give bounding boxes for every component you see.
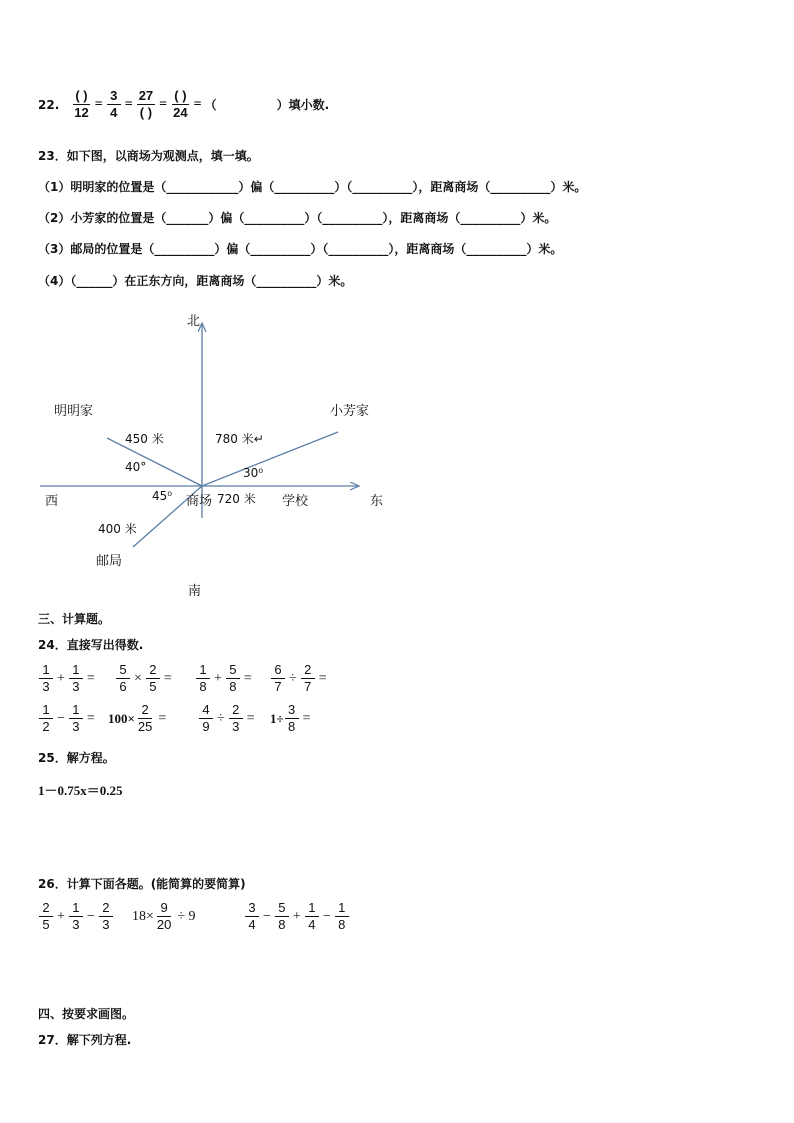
q24-expr-2-4: 1÷ $\frac{3}{8}$ = bbox=[270, 702, 311, 734]
label-school: 学校 bbox=[282, 494, 309, 509]
label-dist-400: 400 米 bbox=[98, 522, 137, 536]
label-east: 东 bbox=[370, 494, 384, 509]
label-mingming-home: 明明家 bbox=[54, 404, 94, 419]
q23-item-2: （2）小芳家的位置是（_______）偏（__________）（__________），距离商场（__________）米。 bbox=[38, 211, 557, 225]
q23-item-4: （4）（______）在正东方向，距离商场（__________）米。 bbox=[38, 274, 353, 288]
label-west: 西 bbox=[45, 494, 59, 509]
q23-title: 23．如下图，以商场为观测点，填一填。 bbox=[38, 149, 259, 163]
q22-tail: （ ）填小数. bbox=[204, 98, 330, 112]
q26-title: 26．计算下面各题。(能简算的要简算) bbox=[38, 877, 246, 891]
q22-fraction-1: $\frac{( )}{12}$ bbox=[74, 88, 89, 120]
section-4-title: 四、按要求画图。 bbox=[38, 1007, 135, 1021]
section-3-title: 三、计算题。 bbox=[38, 612, 111, 626]
label-post-office: 邮局 bbox=[96, 554, 123, 569]
q22-fraction-2: $\frac{3}{4}$ bbox=[107, 88, 121, 121]
q24-expr-1-2: $\frac{5}{6}$ × $\frac{2}{5}$ = bbox=[115, 662, 175, 695]
label-dist-780: 780 米↵ bbox=[215, 432, 264, 446]
q24-expr-2-3: $\frac{4}{9}$ ÷ $\frac{2}{3}$ = bbox=[198, 702, 258, 735]
q25-title: 25．解方程。 bbox=[38, 751, 115, 765]
label-angle-30: 30⁰ bbox=[243, 466, 264, 480]
q25-equation: 1－0.75x＝0.25 bbox=[38, 783, 123, 798]
label-south: 南 bbox=[188, 584, 202, 599]
q22-line: 22. $\frac{( )}{12}$ = $\frac{3}{4}$ = $\frac{27}{( )}$ = $\frac{( )}{24}$ = （ ）填小数. bbox=[38, 88, 330, 120]
label-angle-45: 45⁰ bbox=[152, 489, 173, 503]
q23-item-3: （3）邮局的位置是（__________）偏（__________）（__________），距离商场（__________）米。 bbox=[38, 242, 563, 256]
q24-expr-2-1: $\frac{1}{2}$ − $\frac{1}{3}$ = bbox=[38, 702, 98, 735]
q22-number: 22. bbox=[38, 97, 60, 112]
label-angle-40: 40° bbox=[125, 460, 147, 474]
label-dist-720: 720 米 bbox=[217, 492, 256, 506]
label-mall: 商场 bbox=[186, 494, 213, 509]
q24-title: 24．直接写出得数. bbox=[38, 638, 144, 652]
q27-title: 27．解下列方程. bbox=[38, 1033, 132, 1047]
q26-expr-3: $\frac{3}{4}$ − $\frac{5}{8}$ + $\frac{1}{4}$ − $\frac{1}{8}$ bbox=[244, 900, 350, 933]
q23-item-1: （1）明明家的位置是（____________）偏（__________）（__________），距离商场（__________）米。 bbox=[38, 180, 587, 194]
label-xiaofang-home: 小芳家 bbox=[330, 404, 370, 419]
q26-expr-2: 18× $\frac{9}{20}$ ÷ 9 bbox=[132, 900, 196, 932]
label-dist-450: 450 米 bbox=[125, 432, 164, 446]
q26-expr-1: $\frac{2}{5}$ + $\frac{1}{3}$ − $\frac{2}{3}$ bbox=[38, 900, 114, 933]
q24-expr-1-4: $\frac{6}{7}$ ÷ $\frac{2}{7}$ = bbox=[270, 662, 330, 695]
q24-expr-2-2: 100× $\frac{2}{25}$ = bbox=[108, 702, 167, 734]
label-north: 北 bbox=[187, 314, 201, 329]
q24-expr-1-1: $\frac{1}{3}$ + $\frac{1}{3}$ = bbox=[38, 662, 98, 695]
q24-expr-1-3: $\frac{1}{8}$ + $\frac{5}{8}$ = bbox=[195, 662, 255, 695]
q22-fraction-3: $\frac{27}{( )}$ bbox=[138, 88, 154, 120]
q22-fraction-4: $\frac{( )}{24}$ bbox=[173, 88, 188, 120]
